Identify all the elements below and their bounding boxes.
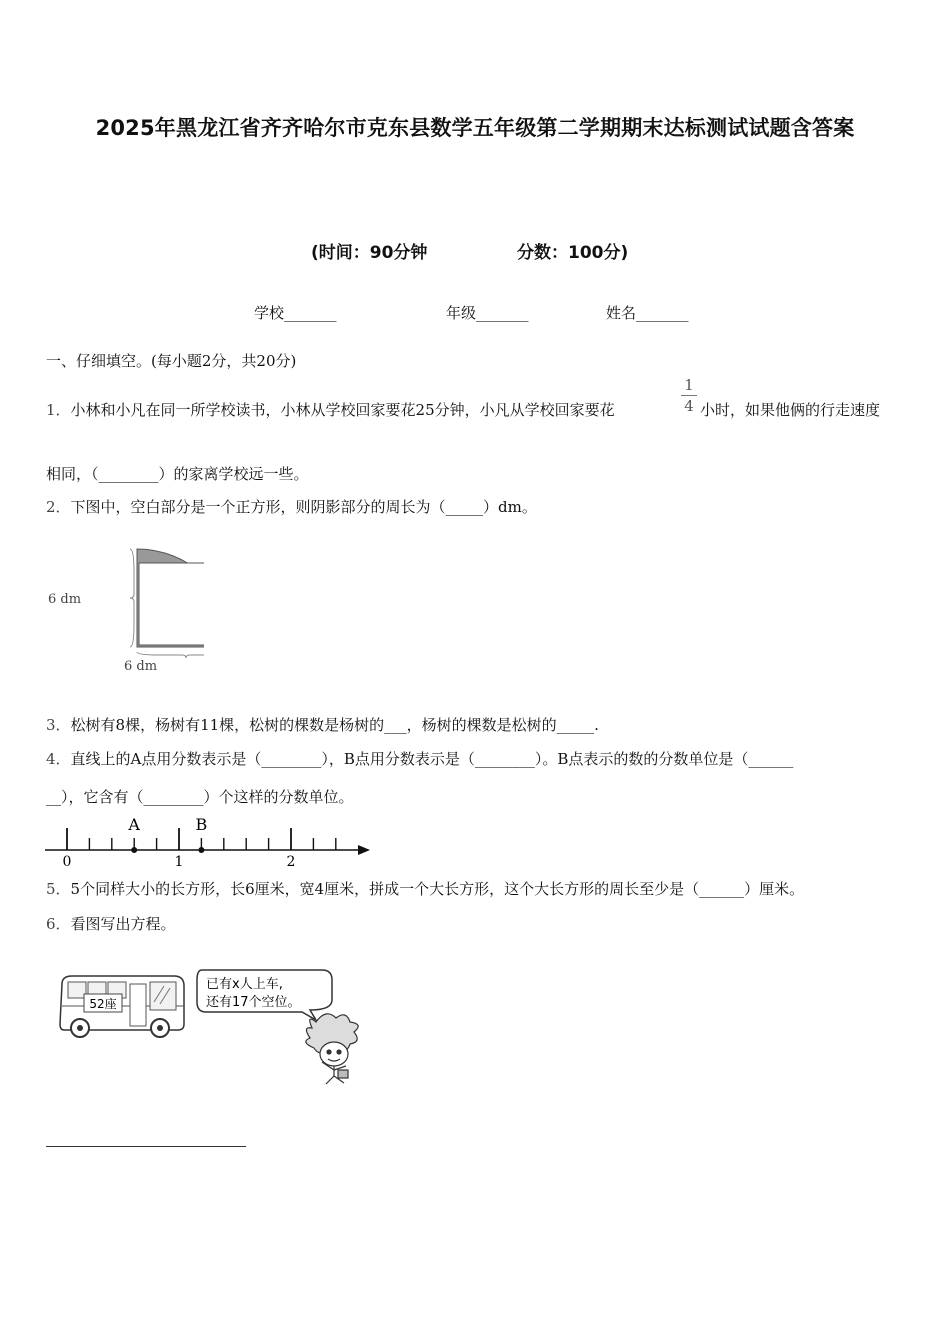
speech-bubble-line-1: 已有x人上车, <box>206 977 283 992</box>
question-number: 5． <box>46 880 71 898</box>
question-5-text: 5个同样大小的长方形，长6厘米，宽4厘米，拼成一个大长方形，这个大长方形的周长至少是（______）厘米。 <box>70 880 805 898</box>
question-4-line-2: __），它含有（________）个这样的分数单位。 <box>46 788 354 806</box>
question-number: 2． <box>46 498 71 516</box>
school-field: 学校_______ <box>254 304 337 322</box>
question-2-text: 下图中，空白部分是一个正方形，则阴影部分的周长为（_____）dm。 <box>70 498 537 516</box>
name-field: 姓名_______ <box>606 304 689 322</box>
point-a-label: A <box>128 815 140 834</box>
fraction-one-quarter <box>681 376 697 415</box>
number-line-label-2: 2 <box>286 854 296 870</box>
left-dimension-label: 6 dm <box>48 592 82 607</box>
section-heading: 一、仔细填空。(每小题2分，共20分) <box>46 352 297 370</box>
speech-bubble-line-2: 还有17个空位。 <box>206 995 301 1010</box>
number-line-label-0: 0 <box>62 854 72 870</box>
fraction-bar <box>681 395 697 396</box>
exam-time: (时间：90分钟 <box>311 243 428 263</box>
number-line <box>40 812 380 870</box>
question-6 <box>46 914 176 934</box>
bus-scene-illustration <box>54 962 394 1092</box>
question-2 <box>46 497 537 517</box>
bottom-dimension-label: 6 dm <box>124 659 158 674</box>
footer-divider <box>46 1146 246 1147</box>
question-5 <box>46 879 804 899</box>
document-title: 2025年黑龙江省齐齐哈尔市克东县数学五年级第二学期期末达标测试试题含答案 <box>95 116 855 140</box>
question-1-text-a: 小林和小凡在同一所学校读书，小林从学校回家要花25分钟，小凡从学校回家要花 <box>70 401 615 419</box>
point-b-dot <box>198 847 204 853</box>
grade-field: 年级_______ <box>446 304 529 322</box>
question-number: 1． <box>46 401 71 419</box>
quarter-circle-figure <box>44 542 204 677</box>
point-b-label: B <box>195 815 208 834</box>
number-line-label-1: 1 <box>174 854 184 870</box>
left-brace <box>130 549 134 647</box>
fraction-denominator: 4 <box>684 397 694 415</box>
question-number: 3． <box>46 716 71 734</box>
exam-score: 分数：100分) <box>517 243 629 263</box>
bus-seat-label: 52座 <box>89 997 117 1011</box>
question-4-text-a: 直线上的A点用分数表示是（________），B点用分数表示是（________）。B点表示的数的分数单位是（______ <box>70 750 794 768</box>
question-4-line-1 <box>46 749 793 769</box>
bus-icon <box>60 976 184 1037</box>
question-number: 4． <box>46 750 71 768</box>
question-1-line-2: 相同，（________）的家离学校远一些。 <box>46 465 309 483</box>
bottom-brace <box>137 652 204 658</box>
cartoon-character-icon <box>306 1014 358 1084</box>
question-6-text: 看图写出方程。 <box>70 915 176 933</box>
number-line-arrow <box>358 845 370 855</box>
question-1-line-1 <box>46 400 615 420</box>
point-a-dot <box>131 847 137 853</box>
question-3 <box>46 715 599 735</box>
question-1-text-b: 小时，如果他俩的行走速度 <box>700 401 881 419</box>
fraction-numerator: 1 <box>684 376 694 394</box>
question-number: 6． <box>46 915 71 933</box>
inner-square <box>139 563 204 645</box>
question-3-text: 松树有8棵，杨树有11棵，松树的棵数是杨树的___，杨树的棵数是松树的_____. <box>70 716 599 734</box>
